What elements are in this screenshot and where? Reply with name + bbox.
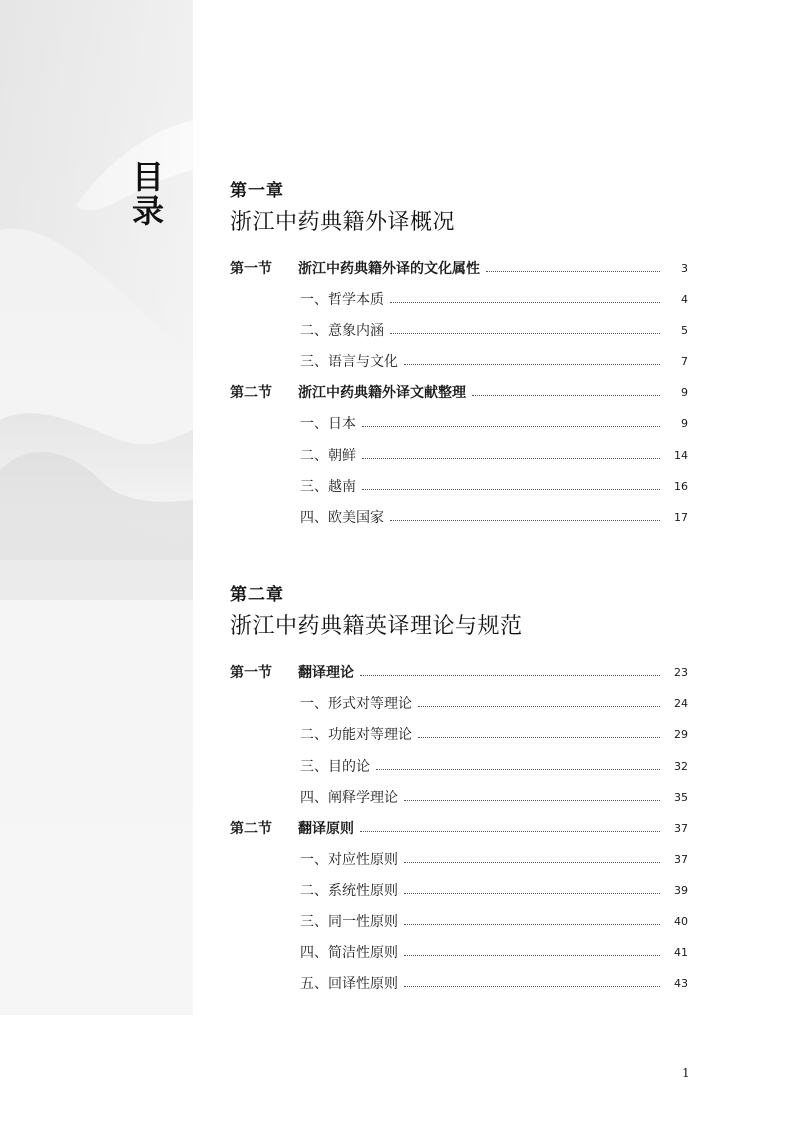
entry-title: 二、意象内涵 <box>300 323 384 339</box>
section-number: 第一节 <box>230 261 272 277</box>
entry-page: 41 <box>674 945 688 959</box>
page-number: 1 <box>682 1066 690 1080</box>
dot-leader <box>390 323 660 334</box>
dot-leader <box>362 479 660 490</box>
toc-entry[interactable] <box>300 692 688 714</box>
entry-page: 43 <box>674 976 688 990</box>
entry-title: 翻译原则 <box>298 821 354 837</box>
entry-page: 4 <box>681 292 688 306</box>
chapter-label: 第二章 <box>230 585 284 605</box>
dot-leader <box>404 354 660 365</box>
decorative-side-panel <box>0 0 193 1015</box>
dot-leader <box>404 883 660 894</box>
chapter-2-header <box>230 580 523 640</box>
entry-title: 一、哲学本质 <box>300 292 384 308</box>
chapter-label: 第一章 <box>230 181 284 201</box>
toc-entry[interactable] <box>300 723 688 745</box>
entry-title: 四、简洁性原则 <box>300 945 398 961</box>
dot-leader <box>486 261 660 272</box>
chapter-title: 浙江中药典籍外译概况 <box>230 210 456 235</box>
dot-leader <box>360 821 660 832</box>
entry-page: 7 <box>681 354 688 368</box>
dot-leader <box>376 759 660 770</box>
entry-page: 39 <box>674 883 688 897</box>
dot-leader <box>390 292 660 303</box>
toc-entry[interactable] <box>300 412 688 434</box>
entry-page: 3 <box>681 261 688 275</box>
entry-page: 14 <box>674 448 688 462</box>
entry-page: 9 <box>681 385 688 399</box>
toc-entry[interactable] <box>300 288 688 310</box>
toc-entry[interactable] <box>300 755 688 777</box>
entry-page: 23 <box>674 665 688 679</box>
section-number: 第一节 <box>230 665 272 681</box>
toc-entry[interactable] <box>300 319 688 341</box>
entry-title: 一、日本 <box>300 416 356 432</box>
dot-leader <box>362 448 660 459</box>
entry-title: 三、同一性原则 <box>300 914 398 930</box>
toc-heading-char: 录 <box>132 192 165 230</box>
toc-entry[interactable] <box>300 848 688 870</box>
mountain-illustration <box>0 0 193 1015</box>
toc-entry[interactable] <box>300 786 688 808</box>
entry-title: 浙江中药典籍外译的文化属性 <box>298 261 480 277</box>
toc-entry[interactable] <box>300 475 688 497</box>
toc-entry[interactable] <box>300 910 688 932</box>
toc-entry[interactable] <box>300 879 688 901</box>
chapter-title: 浙江中药典籍英译理论与规范 <box>230 614 523 639</box>
entry-page: 32 <box>674 759 688 773</box>
toc-entry[interactable] <box>300 350 688 372</box>
dot-leader <box>360 665 660 676</box>
toc-entry[interactable] <box>230 817 688 839</box>
entry-page: 9 <box>681 416 688 430</box>
entry-title: 二、功能对等理论 <box>300 727 412 743</box>
entry-title: 五、回译性原则 <box>300 976 398 992</box>
toc-entry[interactable] <box>230 381 688 403</box>
entry-title: 二、朝鲜 <box>300 448 356 464</box>
dot-leader <box>404 914 660 925</box>
entry-page: 37 <box>674 852 688 866</box>
toc-heading-char: 目 <box>132 158 165 196</box>
entry-page: 5 <box>681 323 688 337</box>
section-number: 第二节 <box>230 385 272 401</box>
entry-title: 一、对应性原则 <box>300 852 398 868</box>
entry-page: 29 <box>674 727 688 741</box>
dot-leader <box>362 416 660 427</box>
dot-leader <box>404 976 660 987</box>
toc-entry[interactable] <box>300 972 688 994</box>
entry-page: 17 <box>674 510 688 524</box>
dot-leader <box>472 385 660 396</box>
entry-page: 37 <box>674 821 688 835</box>
entry-title: 翻译理论 <box>298 665 354 681</box>
toc-entry[interactable] <box>300 506 688 528</box>
dot-leader <box>404 945 660 956</box>
entry-title: 四、阐释学理论 <box>300 790 398 806</box>
dot-leader <box>404 852 660 863</box>
entry-title: 二、系统性原则 <box>300 883 398 899</box>
entry-title: 浙江中药典籍外译文献整理 <box>298 385 466 401</box>
section-number: 第二节 <box>230 821 272 837</box>
toc-entry[interactable] <box>230 257 688 279</box>
dot-leader <box>418 696 660 707</box>
entry-title: 一、形式对等理论 <box>300 696 412 712</box>
entry-page: 24 <box>674 696 688 710</box>
entry-page: 40 <box>674 914 688 928</box>
dot-leader <box>390 510 660 521</box>
chapter-1-header <box>230 176 455 236</box>
entry-page: 35 <box>674 790 688 804</box>
entry-page: 16 <box>674 479 688 493</box>
entry-title: 三、语言与文化 <box>300 354 398 370</box>
toc-entry[interactable] <box>230 661 688 683</box>
dot-leader <box>418 727 660 738</box>
dot-leader <box>404 790 660 801</box>
toc-heading <box>132 160 168 228</box>
toc-entry[interactable] <box>300 941 688 963</box>
entry-title: 三、越南 <box>300 479 356 495</box>
entry-title: 三、目的论 <box>300 759 370 775</box>
toc-entry[interactable] <box>300 444 688 466</box>
entry-title: 四、欧美国家 <box>300 510 384 526</box>
